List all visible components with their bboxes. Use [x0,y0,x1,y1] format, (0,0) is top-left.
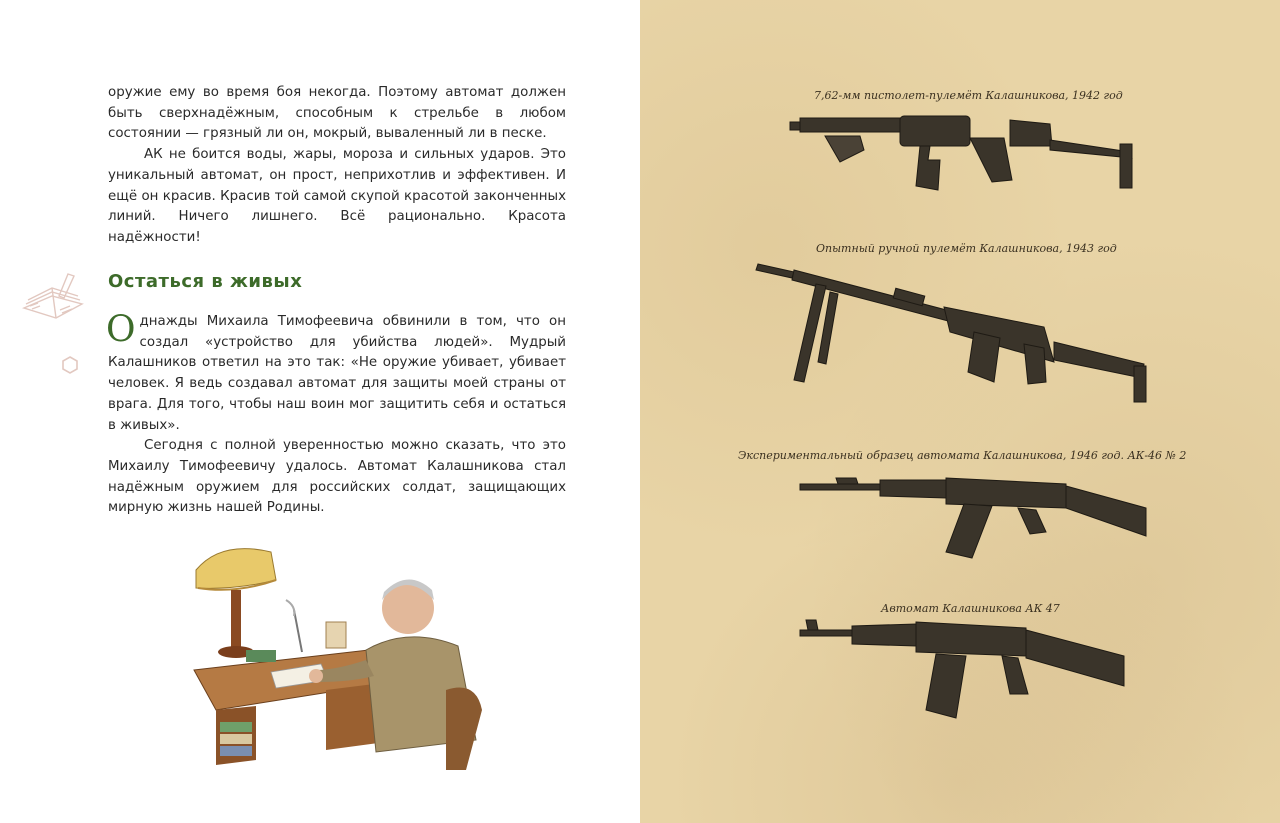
paragraph-2: АК не боится воды, жары, мороза и сильных ударов. Это уникальный автомат, он прост, неприхотлив и эффективен. И ещё он красив. Красив той самой скупой красотой законченных линий. Ничего лишнего. Всё рационально. Красота надёжности! [108,147,566,245]
lmg-1943-illustration [756,264,1146,402]
caption-lmg-1943: Опытный ручной пулемёт Калашникова, 1943 год [816,242,1117,255]
section-heading: Остаться в живых [108,271,303,292]
ppk-1942-illustration [780,110,1150,202]
ak47-illustration [796,612,1132,722]
ak46-illustration [796,468,1152,566]
hexagon-icon [60,355,80,375]
drop-cap: О [106,309,136,350]
paragraph-4: Сегодня с полной уверенностью можно сказать, что это Михаилу Тимофеевичу удалось. Автомат Калашникова стал надёжным оружием для российских солдат, защищающих мирную жизнь нашей Родины. [108,438,566,516]
section-text [106,309,566,519]
right-page [640,0,1280,823]
caption-ak46: Экспериментальный образец автомата Калашникова, 1946 год. АК-46 № 2 [738,449,1187,462]
paragraph-3 [106,309,566,436]
open-book-icon [18,268,94,328]
kalashnikov-at-desk-illustration [176,530,496,775]
paragraph-1: оружие ему во время боя некогда. Поэтому автомат должен быть сверхнадёжным, способным к стрельбе в любом состоянии — грязный ли он, мокрый, вываленный ли в песке. [108,85,566,142]
intro-text [108,83,566,249]
caption-ppk-1942: 7,62-мм пистолет-пулемёт Калашникова, 1942 год [814,89,1123,102]
paragraph-3-text: днажды Михаила Тимофеевича обвинили в том, что он создал «устройство для убийства людей». Мудрый Калашников ответил на это так: «Не оружие убивает, убивает человек. Я ведь создавал автомат для защиты моей страны от врага. Для того, чтобы наш воин мог защитить себя и остаться в живых». [108,314,566,433]
caption-ak47: Автомат Калашникова АК 47 [881,602,1060,615]
